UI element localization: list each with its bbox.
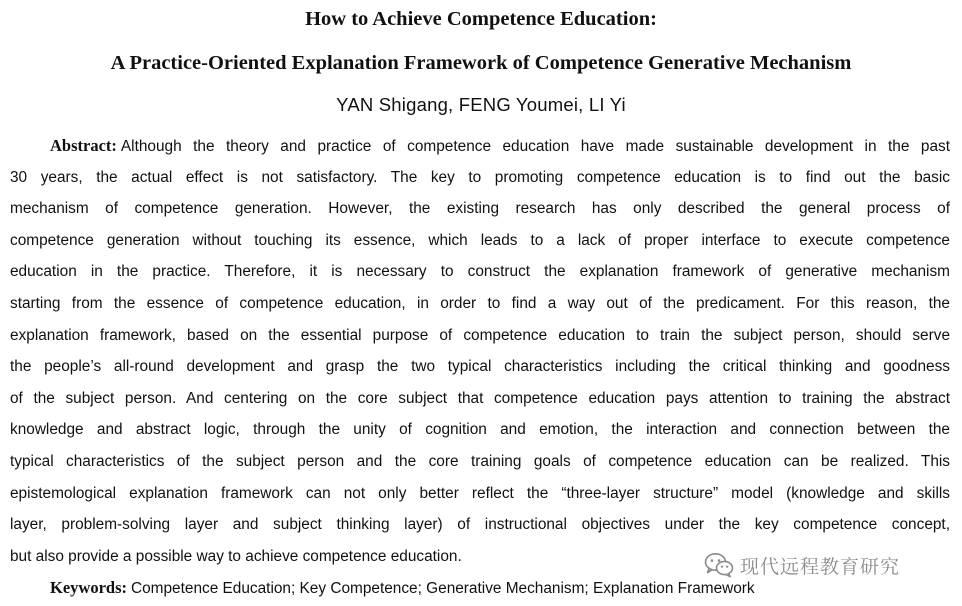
paper-title-line-1: How to Achieve Competence Education:: [305, 8, 657, 30]
abstract-section: [10, 130, 950, 572]
abstract-line: 30 years, the actual effect is not satisfactory. The key to promoting competence education is to find out the basic: [10, 168, 950, 186]
abstract-line: the people’s all-round development and grasp the two typical characteristics including the critical thinking and goodness: [10, 358, 950, 376]
abstract-line-text: Although the theory and practice of competence education have made sustainable development in the past: [120, 138, 950, 155]
abstract-line: competence generation without touching its essence, which leads to a lack of proper interface to execute competence: [10, 231, 950, 249]
paper-authors: YAN Shigang, FENG Youmei, LI Yi: [336, 94, 626, 115]
abstract-line: typical characteristics of the subject person and the core training goals of competence education can be realized. This: [10, 452, 950, 470]
wechat-icon: [704, 552, 734, 578]
abstract-label: Abstract:: [50, 136, 117, 155]
wechat-watermark: [700, 551, 908, 579]
abstract-line: of the subject person. And centering on the core subject that competence education pays attention to training the abstract: [10, 389, 950, 407]
abstract-line: epistemological explanation framework can not only better reflect the “three-layer structure” model (knowledge and skills: [10, 484, 950, 502]
paper-title-line-2: A Practice-Oriented Explanation Framework of Competence Generative Mechanism: [110, 52, 852, 74]
abstract-line: [10, 130, 950, 162]
watermark-text: 现代远程教育研究: [740, 555, 901, 578]
abstract-line: mechanism of competence generation. However, the existing research has only described the general process of: [10, 200, 950, 218]
abstract-line: layer, problem-solving layer and subject thinking layer) of instructional objectives under the key competence concept,: [10, 516, 950, 534]
keywords-label: Keywords:: [50, 578, 127, 597]
abstract-line: education in the practice. Therefore, it is necessary to construct the explanation framework of generative mechanism: [10, 263, 950, 281]
abstract-line: explanation framework, based on the essential purpose of competence education to train the subject person, should serve: [10, 326, 950, 344]
keywords-line: [50, 574, 755, 603]
abstract-line: knowledge and abstract logic, through the unity of cognition and emotion, the interaction and connection between the: [10, 421, 950, 439]
abstract-line: starting from the essence of competence education, in order to find a way out of the predicament. For this reason, the: [10, 294, 950, 312]
abstract-line: but also provide a possible way to achieve competence education.: [10, 547, 462, 565]
keywords-text: Competence Education; Key Competence; Generative Mechanism; Explanation Framework: [131, 580, 755, 597]
